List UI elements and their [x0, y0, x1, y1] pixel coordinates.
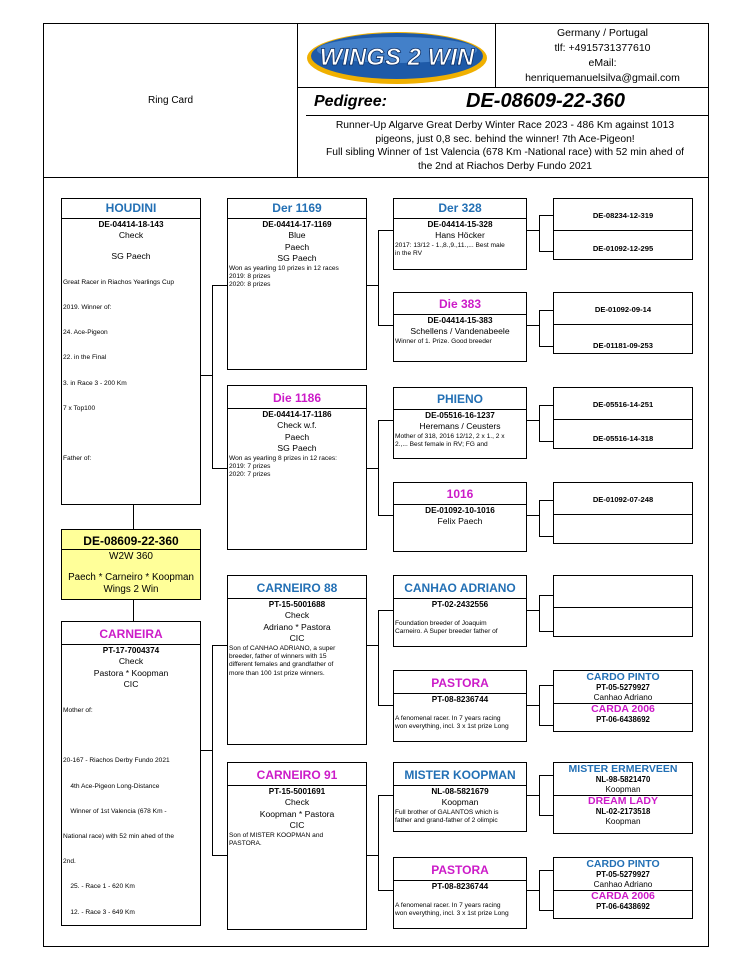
- gen2-note: different females and grandfather of: [229, 661, 334, 669]
- gen3-note: 2.,... Best female in RV; FG and: [395, 440, 488, 448]
- sire-note: 22. in the Final: [63, 354, 107, 362]
- gen3-note: 2017: 13/12 - 1.,8.,9.,11.,... Best male: [395, 241, 505, 249]
- gen4-ring: DE-05516-14-251: [592, 400, 654, 409]
- dam-color: Check: [118, 656, 144, 666]
- gen4-ring: DE-01092-09-14: [594, 305, 652, 314]
- gen3-note: Foundation breeder of Joaquim: [395, 620, 487, 627]
- header-divider: [298, 87, 709, 88]
- gen4-ring: DE-05516-14-318: [592, 434, 654, 443]
- gen2-note: breeder, father of winners with 15: [229, 652, 327, 660]
- gen3-name: PHIENO: [436, 392, 483, 406]
- sire-note: 3. in Race 3 - 200 Km: [63, 379, 127, 387]
- gen3-line: Hans Höcker: [435, 230, 485, 240]
- gen3-card-der-328[interactable]: [393, 198, 527, 270]
- gen2-ring: PT-15-5001691: [228, 785, 366, 797]
- gen2-name: Die 1186: [272, 391, 322, 405]
- dam-card[interactable]: [61, 621, 201, 926]
- gen4-sire-breeder: Canhao Adriano: [593, 693, 653, 702]
- sire-note: Great Racer in Riachos Yearlings Cup: [63, 278, 175, 286]
- gen4-box-der-328[interactable]: [553, 198, 693, 260]
- gen4-sire-breeder: Canhao Adriano: [593, 880, 653, 889]
- gen2-line: Blue: [288, 230, 306, 240]
- subject-line-2: Wings 2 Win: [103, 584, 159, 595]
- gen4-box-pastora-1[interactable]: [553, 670, 693, 732]
- gen2-note: Son of CANHAO ADRIANO, a super: [229, 644, 336, 652]
- gen4-dam-ring: PT-06-6438692: [596, 902, 650, 911]
- dam-note: 25. - Race 1 - 620 Km: [63, 883, 135, 891]
- sire-color: Check: [118, 230, 144, 240]
- gen3-name: CANHAO ADRIANO: [404, 581, 516, 595]
- gen2-note: 2019: 7 prizes: [229, 462, 271, 470]
- gen4-dam-name: CARDA 2006: [554, 890, 692, 902]
- gen3-name: PASTORA: [431, 863, 489, 877]
- subject-line-1: Paech * Carneiro * Koopman: [68, 572, 194, 583]
- gen3-note: father and grand-father of 2 olimpic: [395, 816, 498, 824]
- gen3-card-mister-koopman[interactable]: [393, 762, 527, 832]
- gen3-ring: DE-01092-10-1016: [394, 504, 526, 516]
- gen3-name: Der 328: [438, 201, 482, 215]
- gen3-note: Carneiro. A Super breeder father of: [395, 628, 498, 636]
- gen2-note: PASTORA.: [229, 839, 262, 847]
- gen3-line: Felix Paech: [437, 516, 483, 526]
- contact-email-label: eMail:: [588, 57, 617, 69]
- gen2-ring: DE-04414-17-1186: [228, 408, 366, 420]
- pedigree-summary: [301, 119, 709, 173]
- gen4-ring: DE-01092-07-248: [592, 495, 654, 504]
- gen3-note: Mother of 318, 2016 12/12, 2 x 1., 2 x: [395, 432, 505, 440]
- gen3-note: won everything, incl. 3 x 1st prize Long: [395, 910, 509, 918]
- gen4-box-1016[interactable]: [553, 482, 693, 544]
- gen2-ring: DE-04414-17-1169: [228, 218, 366, 230]
- sire-note: 24. Ace-Pigeon: [63, 329, 108, 337]
- pedigree-ring-title: DE-08609-22-360: [466, 90, 625, 112]
- gen4-dam-name: DREAM LADY: [554, 795, 692, 807]
- dam-note: 4th Ace-Pigeon Long-Distance: [63, 782, 160, 790]
- title-underline: [306, 115, 709, 116]
- gen4-ring: DE-08234-12-319: [592, 211, 654, 220]
- gen2-line: Check: [284, 610, 310, 620]
- gen2-note: more than 100 1st prize winners.: [229, 669, 325, 677]
- sire-notes: [62, 262, 200, 505]
- contact-phone: tlf: +4915731377610: [554, 42, 651, 54]
- contact-country: Germany / Portugal: [556, 27, 649, 39]
- gen4-dam-ring: PT-06-6438692: [596, 715, 650, 724]
- dam-note: Winner of 1st Valencia (678 Km -: [63, 807, 167, 815]
- ring-card-area: [43, 23, 298, 178]
- gen3-ring: PT-02-2432556: [394, 598, 526, 610]
- gen2-note: Son of MISTER KOOPMAN and: [229, 831, 324, 839]
- gen3-line: Koopman: [441, 797, 479, 807]
- gen2-note: 2020: 7 prizes: [229, 471, 271, 479]
- gen2-note: 2019: 8 prizes: [229, 272, 271, 280]
- gen3-card-canhao-adriano[interactable]: [393, 575, 527, 647]
- dam-notes: [62, 691, 200, 927]
- gen3-note: A fenomenal racer. In 7 years racing: [395, 715, 501, 722]
- gen3-note: in the RV: [395, 249, 423, 257]
- sire-note: 7 x Top100: [63, 404, 96, 412]
- gen2-name: Der 1169: [272, 201, 322, 215]
- logo-graphic: [301, 25, 491, 87]
- gen2-card-die-1186[interactable]: [227, 385, 367, 550]
- subject-card[interactable]: [61, 529, 201, 600]
- gen2-line: SG Paech: [277, 443, 317, 453]
- gen2-card-carneiro-88[interactable]: [227, 575, 367, 745]
- dam-note: 2nd.: [63, 858, 76, 866]
- summary-line-4: the 2nd at Riachos Derby Fundo 2021: [417, 160, 593, 172]
- gen4-box-phieno[interactable]: [553, 387, 693, 449]
- gen2-line: CIC: [289, 633, 305, 643]
- dam-note: 12. - Race 3 - 649 Km: [63, 908, 135, 916]
- gen3-line: Heremans / Ceusters: [419, 421, 501, 431]
- summary-line-1: Runner-Up Algarve Great Derby Winter Race 2023 - 486 Km against 1013: [335, 120, 675, 131]
- gen2-card-carneiro-91[interactable]: [227, 762, 367, 930]
- logo: [301, 25, 491, 87]
- gen2-line: Check w.f.: [277, 420, 317, 430]
- contact-email[interactable]: henriquemanuelsilva@gmail.com: [525, 72, 680, 84]
- gen3-card-pastora-1[interactable]: [393, 670, 527, 742]
- gen3-card-phieno[interactable]: [393, 387, 527, 459]
- gen3-name: PASTORA: [431, 676, 489, 690]
- gen4-sire-name: CARDO PINTO: [586, 671, 660, 683]
- gen2-ring: PT-15-5001688: [228, 598, 366, 610]
- gen2-line: SG Paech: [277, 253, 317, 263]
- gen2-note: 2020: 8 prizes: [229, 281, 271, 289]
- gen3-line: Schellens / Vandenabeele: [410, 326, 510, 336]
- gen3-ring: NL-08-5821679: [394, 785, 526, 797]
- gen3-ring: PT-08-8236744: [394, 693, 526, 705]
- gen4-box-die-383[interactable]: [553, 292, 693, 354]
- gen4-sire-ring: NL-98-5821470: [595, 775, 651, 784]
- gen2-line: Paech: [284, 431, 310, 442]
- gen3-card-die-383[interactable]: [393, 292, 527, 362]
- gen4-box-mister-koopman[interactable]: [553, 762, 693, 834]
- dam-note: National race) with 52 min ahed of the: [63, 833, 175, 840]
- pedigree-label: Pedigree:: [314, 93, 387, 110]
- gen3-note: A fenomenal racer. In 7 years racing: [395, 902, 501, 909]
- sire-breeder: SG Paech: [111, 250, 151, 261]
- sire-ring: DE-04414-18-143: [62, 218, 200, 230]
- gen3-note: Winner of 1. Prize. Good breeder: [395, 337, 492, 345]
- gen4-sire-ring: PT-05-5279927: [596, 683, 650, 692]
- gen3-ring: PT-08-8236744: [394, 880, 526, 892]
- gen4-sire-ring: PT-05-5279927: [596, 870, 650, 879]
- gen2-card-der-1169[interactable]: [227, 198, 367, 370]
- gen2-name: CARNEIRO 88: [256, 581, 338, 595]
- gen4-ring: DE-01092-12-295: [592, 244, 654, 253]
- sire-name: HOUDINI: [105, 201, 157, 215]
- gen2-note: Won as yearling 8 prizes in 12 races:: [229, 454, 337, 462]
- gen3-ring: DE-05516-16-1237: [394, 409, 526, 421]
- subject-name: W2W 360: [62, 549, 200, 563]
- gen4-sire-name: MISTER ERMERVEEN: [568, 763, 678, 775]
- gen2-line: Adriano * Pastora: [263, 621, 331, 632]
- contact-block: [495, 23, 709, 87]
- dam-note: Mother of:: [63, 707, 93, 715]
- dam-line: Pastora * Koopman: [93, 667, 169, 678]
- gen4-box-canhao-adriano[interactable]: [553, 575, 693, 637]
- sire-card[interactable]: [61, 198, 201, 505]
- gen2-line: Paech: [284, 241, 310, 252]
- dam-ring: PT-17-7004374: [62, 644, 200, 656]
- gen3-name: 1016: [446, 487, 474, 501]
- gen4-box-pastora-2[interactable]: [553, 857, 693, 919]
- gen3-card-pastora-2[interactable]: [393, 857, 527, 929]
- dam-breeder: CIC: [123, 679, 139, 689]
- gen4-dam-name: CARDA 2006: [554, 703, 692, 715]
- gen4-ring: DE-01181-09-253: [593, 341, 653, 350]
- gen4-sire-name: CARDO PINTO: [586, 858, 660, 870]
- gen4-dam-breeder: Koopman: [605, 817, 641, 826]
- summary-line-2: pigeons, just 0,8 sec. behind the winner! 7th Ace-Pigeon!: [375, 133, 635, 145]
- dam-name: CARNEIRA: [99, 627, 163, 641]
- gen2-line: CIC: [289, 820, 305, 830]
- gen3-note: won everything, incl. 3 x 1st prize Long: [395, 723, 509, 731]
- gen2-line: Koopman * Pastora: [259, 808, 335, 819]
- sire-note: 2019. Winner of:: [63, 304, 112, 312]
- dam-note: 20-167 - Riachos Derby Fundo 2021: [63, 757, 170, 765]
- subject-ring: DE-08609-22-360: [83, 534, 179, 548]
- sire-note: Father of:: [63, 454, 92, 462]
- summary-line-3: Full sibling Winner of 1st Valencia (678 Km -National race) with 52 min ahed of: [325, 147, 685, 158]
- pedigree-title-row: [306, 90, 706, 115]
- gen3-note: Full brother of GALANTOS which is: [395, 808, 499, 816]
- header: [43, 23, 709, 178]
- gen3-name: MISTER KOOPMAN: [404, 768, 516, 782]
- logo-text: WINGS 2 WIN: [319, 44, 475, 71]
- gen2-line: Check: [284, 797, 310, 807]
- ring-card-label: Ring Card: [147, 95, 194, 106]
- gen3-name: Die 383: [438, 297, 482, 311]
- gen3-card-1016[interactable]: [393, 482, 527, 552]
- gen3-ring: DE-04414-15-383: [394, 314, 526, 326]
- gen2-note: Won as yearling 10 prizes in 12 races: [229, 264, 339, 272]
- gen4-dam-ring: NL-02-2173518: [595, 807, 651, 816]
- gen2-name: CARNEIRO 91: [256, 768, 338, 782]
- gen3-ring: DE-04414-15-328: [394, 218, 526, 230]
- gen4-sire-breeder: Koopman: [605, 785, 641, 794]
